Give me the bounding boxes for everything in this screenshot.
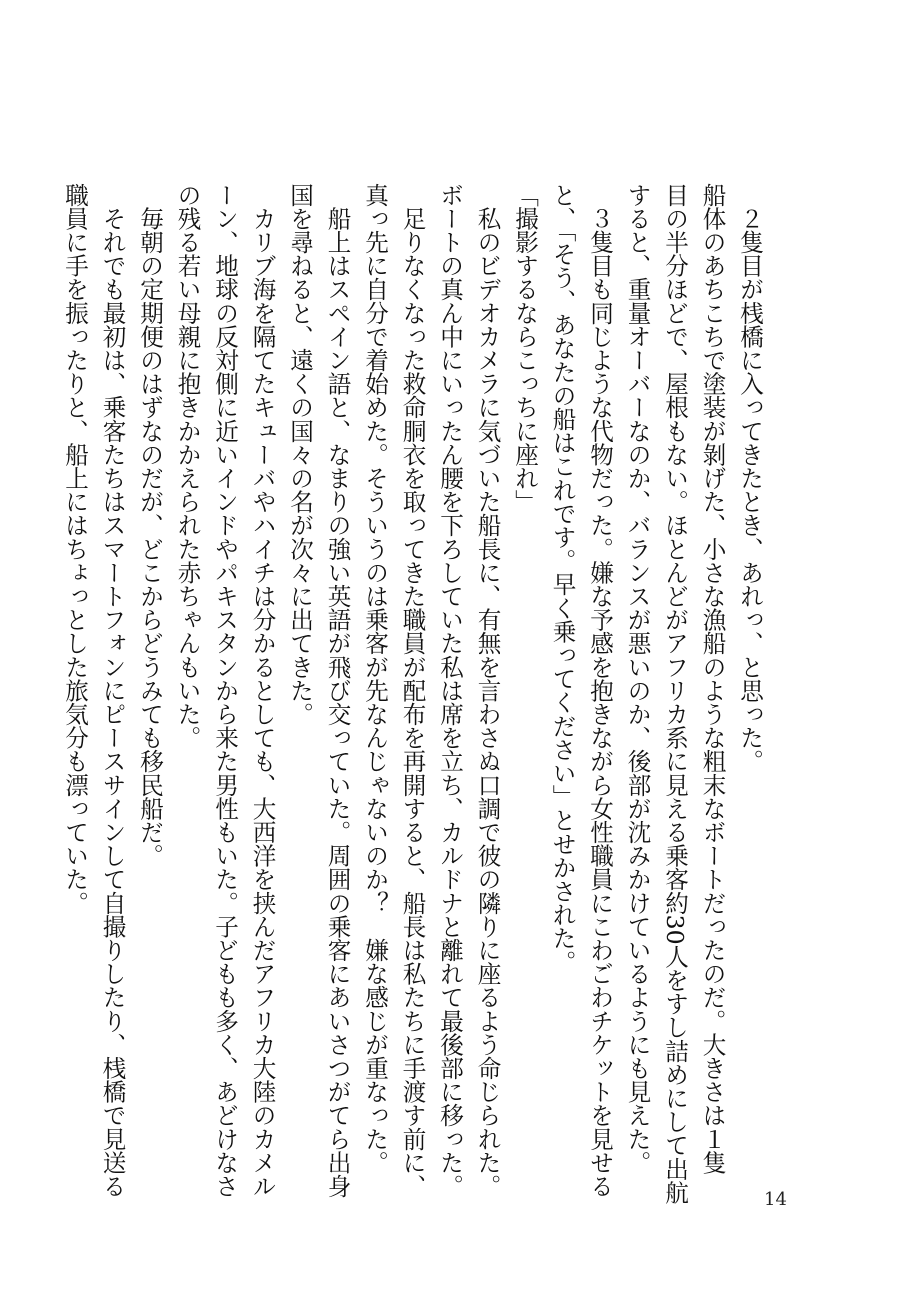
text-line: 船上はスペイン語と、なまりの強い英語が飛び交っていた。周囲の乗客にあいさつがてら出身 [323,183,352,1198]
text-line: ボートの真ん中にいったん腰を下ろしていた私は席を立ち、カルドナと離れて最後部に移った。 [436,183,464,1198]
text-line: それでも最初は、乗客たちはスマートフォンにピースサインして自撮りしたり、桟橋で見送る [98,183,127,1198]
text-line: 職員に手を振ったりと、船上にはちょっとした旅気分も漂っていた。 [61,183,89,915]
text-line: ３隻目も同じような代物だった。嫌な予感を抱きながら女性職員にこわごわチケットを見せる [586,183,614,1198]
text-line: 足りなくなった救命胴衣を取ってきた職員が配布を再開すると、船長は私たちに手渡す前に、 [398,183,427,1198]
text-line: ２隻目が桟橋に入ってきたとき、あれっ、と思った。 [736,183,764,773]
text-line: 毎朝の定期便のはずなのだが、どこからどうみても移民船だ。 [136,183,164,868]
text-line: 国を尋ねると、遠くの国々の名が次々に出てきた。 [286,183,314,726]
text-line: と、「そう、あなたの船はこれです。早く乗ってください」とせかされた。 [548,183,577,974]
body-text [56,183,769,1205]
page-number: 14 [764,1189,787,1210]
text-line: 船体のあちこちで塗装が剝げた、小さな漁船のような粗末なボートだったのだ。大きさは１隻 [698,183,727,1175]
text-line: 私のビデオカメラに気づいた船長に、有無を言わさぬ口調で彼の隣りに座るよう命じられた。 [473,183,502,1198]
text-line: ーン、地球の反対側に近いインドやパキスタンから来た男性もいた。子どもも多く、あどけなさ [211,183,239,1198]
text-line: 目の半分ほどで、屋根もない。ほとんどがアフリカ系に見える乗客約30人をすし詰めにして出航 [661,183,689,1205]
text-line: 「撮影するならこっちに座れ」 [511,183,539,514]
text-line: すると、重量オーバーなのか、バランスが悪いのか、後部が沈みかけているようにも見えた。 [623,183,652,1175]
text-line: の残る若い母親に抱きかかえられた赤ちゃんもいた。 [173,183,202,750]
text-line: カリブ海を隔てたキューバやハイチは分かるとしても、大西洋を挟んだアフリカ大陸のカメル [248,183,277,1198]
text-line: 真っ先に自分で着始めた。そういうのは乗客が先なんじゃないのか？ 嫌な感じが重なった。 [361,183,389,1175]
